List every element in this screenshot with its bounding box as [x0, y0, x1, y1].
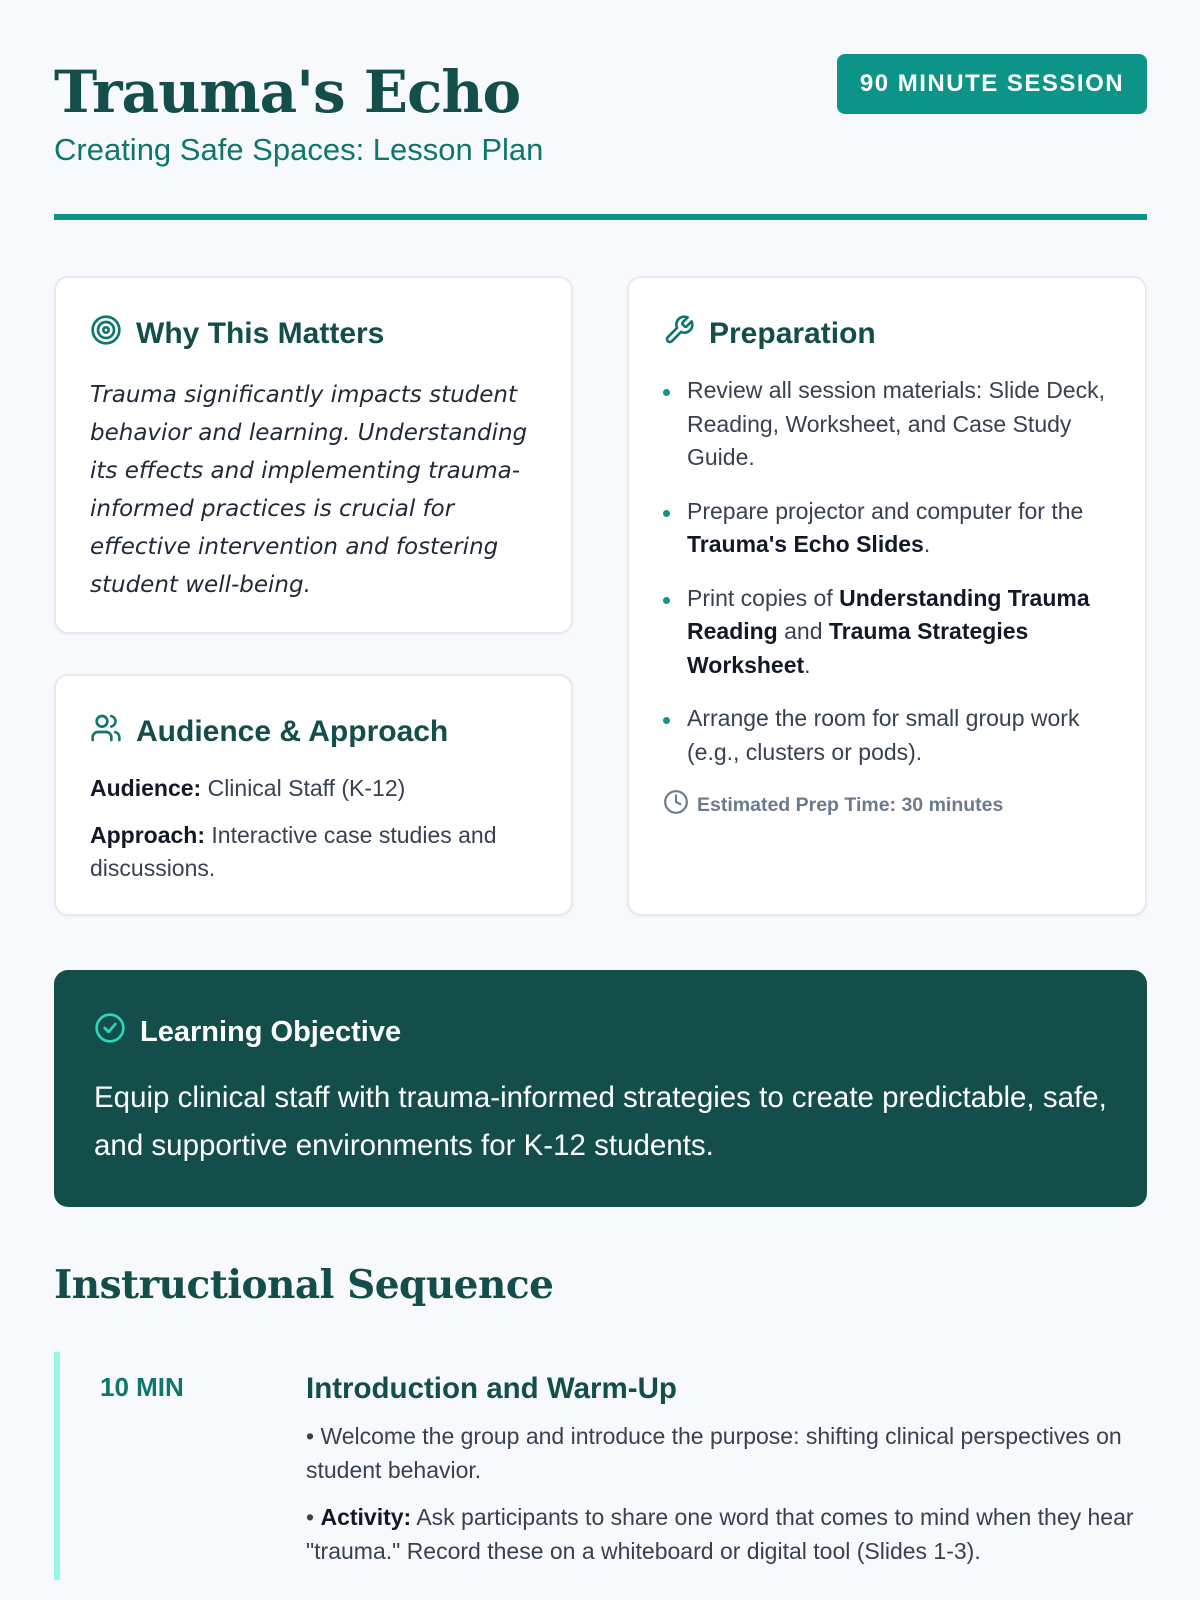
header-divider	[54, 214, 1147, 220]
why-card-title: Why This Matters	[136, 317, 385, 350]
prep-item-2-end: .	[923, 531, 931, 557]
prep-item-3-worksheet: Trauma Strategies Worksheet	[687, 618, 1029, 678]
objective-text: Equip clinical staff with trauma-informed strategies to create predictable, safe, and supportive environments for K-12 students.	[94, 1081, 1107, 1162]
sequence-item-line-1: • Welcome the group and introduce the purpose: shifting clinical perspectives on student behavior.	[306, 1423, 1122, 1483]
sequence-item-time: 10 MIN	[100, 1372, 184, 1402]
why-card-heading	[90, 314, 537, 354]
sequence-item-activity-label: Activity:	[320, 1504, 412, 1530]
preparation-list	[663, 374, 1111, 769]
prep-item-3-reading: Understanding Trauma Reading	[687, 584, 1090, 644]
prep-item-3-end: .	[804, 651, 811, 678]
why-card-text: Trauma significantly impacts student behavior and learning. Understanding its effects and implementing trauma-informed practices is crucial for effective intervention and fostering student well-being.	[90, 382, 528, 598]
audience-value: Clinical Staff (K-12)	[207, 775, 406, 801]
sequence-item-body	[306, 1372, 1156, 1568]
prep-item-3-text: Print copies of	[687, 584, 840, 611]
audience-card-title: Audience & Approach	[136, 715, 449, 748]
prep-item-4: Arrange the room for small group work (e.g., clusters or pods).	[663, 702, 1111, 769]
why-this-matters-card	[54, 276, 573, 634]
audience-line	[90, 772, 537, 805]
lesson-plan-page	[54, 0, 1147, 1564]
prep-item-2	[663, 495, 1111, 562]
preparation-card-title: Preparation	[709, 317, 876, 350]
objective-heading	[94, 1012, 1107, 1052]
prep-time	[663, 789, 1111, 821]
approach-value: Interactive case studies and discussions.	[90, 822, 497, 881]
sequence-item	[54, 1352, 1147, 1580]
prep-item-1: Review all session materials: Slide Deck, Reading, Worksheet, and Case Study Guide.	[663, 374, 1111, 475]
page-header	[54, 0, 1147, 222]
objective-title: Learning Objective	[140, 1015, 402, 1048]
session-badge: 90 MINUTE SESSION	[837, 54, 1147, 114]
audience-approach-card	[54, 674, 573, 916]
prep-item-2-bold: Trauma's Echo Slides	[687, 531, 924, 557]
prep-item-2-text: Prepare projector and computer for the	[687, 497, 1084, 524]
sequence-heading: Instructional Sequence	[54, 1262, 554, 1308]
approach-line	[90, 819, 537, 885]
sequence-item-title: Introduction and Warm-Up	[306, 1372, 677, 1405]
audience-card-heading	[90, 712, 537, 752]
prep-item-3	[663, 582, 1111, 683]
page-subtitle: Creating Safe Spaces: Lesson Plan	[54, 132, 544, 167]
prep-time-text: Estimated Prep Time: 30 minutes	[697, 793, 1004, 816]
preparation-card	[627, 276, 1147, 916]
clock-icon	[663, 789, 689, 821]
audience-label: Audience:	[90, 775, 202, 801]
sequence-item-activity-text: Ask participants to share one word that comes to mind when they hear "trauma." Record these on a whiteboard or digital tool (Slides 1-3).	[306, 1504, 1134, 1564]
wrench-icon	[663, 314, 695, 354]
approach-label: Approach:	[90, 822, 205, 848]
target-icon	[90, 314, 122, 354]
users-icon	[90, 712, 122, 752]
check-circle-icon	[94, 1012, 126, 1052]
sequence-item-bullet: •	[306, 1504, 321, 1530]
prep-item-3-and: and	[777, 618, 829, 644]
preparation-card-heading	[663, 314, 1111, 354]
learning-objective-panel	[54, 970, 1147, 1207]
page-title: Trauma's Echo	[54, 58, 521, 126]
sequence-item-line-2	[306, 1501, 1156, 1568]
